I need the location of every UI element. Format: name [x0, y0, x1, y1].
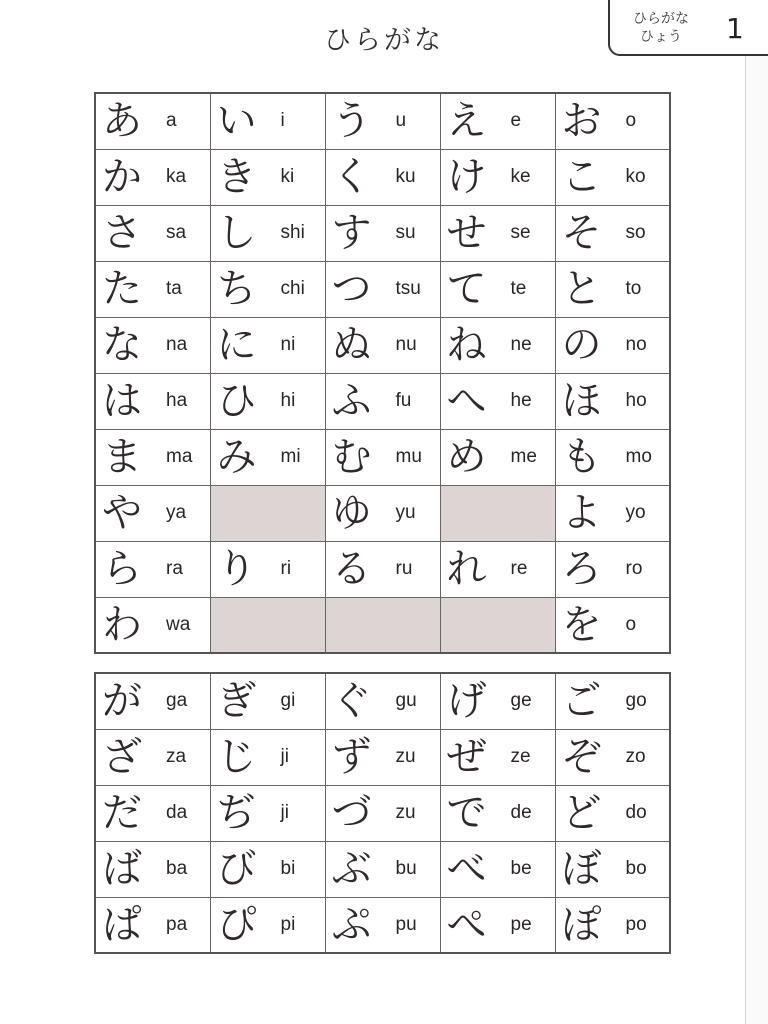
- romaji-label: ze: [510, 746, 531, 767]
- kana-character: ふ: [331, 378, 372, 424]
- romaji-label: o: [625, 613, 637, 635]
- kana-character: で: [446, 790, 487, 836]
- kana-cell: [95, 205, 210, 261]
- romaji-label: nu: [395, 334, 417, 355]
- kana-character: ね: [446, 322, 487, 368]
- table-row: [95, 729, 670, 785]
- kana-cell: [555, 149, 670, 205]
- chart-tab: [608, 0, 768, 56]
- kana-cell: [210, 373, 325, 429]
- kana-cell: [210, 261, 325, 317]
- kana-cell: [440, 205, 555, 261]
- kana-character: じ: [216, 734, 257, 780]
- empty-cell: [210, 597, 325, 653]
- kana-cell: [440, 729, 555, 785]
- romaji-label: ki: [280, 166, 295, 187]
- kana-character: む: [331, 434, 372, 480]
- romaji-label: be: [510, 858, 532, 879]
- kana-character: ざ: [102, 734, 142, 780]
- kana-cell: [325, 205, 440, 261]
- kana-character: お: [561, 98, 602, 145]
- kana-character: て: [446, 266, 487, 312]
- kana-character: ぬ: [331, 322, 372, 368]
- table-row: [95, 429, 670, 485]
- table-row: [95, 93, 670, 149]
- kana-cell: [440, 317, 555, 373]
- kana-character: ぽ: [561, 901, 602, 948]
- kana-character: ご: [561, 678, 602, 725]
- romaji-label: pa: [166, 913, 188, 935]
- romaji-label: shi: [280, 222, 305, 243]
- kana-character: ぶ: [331, 846, 372, 892]
- kana-cell: [210, 785, 325, 841]
- kana-character: か: [102, 154, 142, 200]
- romaji-label: ro: [625, 558, 643, 579]
- kana-character: え: [446, 98, 487, 145]
- romaji-label: ba: [166, 858, 188, 879]
- kana-character: つ: [331, 266, 372, 312]
- tab-label: [626, 10, 696, 46]
- kana-character: せ: [446, 210, 487, 256]
- romaji-label: do: [625, 802, 647, 823]
- kana-cell: [325, 729, 440, 785]
- kana-character: ゆ: [331, 490, 372, 536]
- kana-cell: [555, 205, 670, 261]
- kana-cell: [95, 897, 210, 953]
- kana-cell: [95, 485, 210, 541]
- kana-cell: [555, 841, 670, 897]
- romaji-label: ka: [166, 166, 187, 187]
- kana-cell: [555, 93, 670, 149]
- romaji-label: i: [280, 110, 285, 132]
- kana-character: ぷ: [331, 901, 372, 948]
- kana-cell: [95, 317, 210, 373]
- kana-cell: [555, 373, 670, 429]
- romaji-label: ne: [510, 334, 532, 355]
- kana-character: わ: [102, 601, 142, 648]
- kana-cell: [555, 429, 670, 485]
- kana-cell: [440, 93, 555, 149]
- page-title: ひらがな: [324, 25, 444, 56]
- kana-cell: [440, 673, 555, 729]
- kana-character: ば: [102, 846, 142, 892]
- romaji-label: su: [395, 222, 416, 243]
- romaji-label: ho: [625, 390, 647, 411]
- table-row: [95, 261, 670, 317]
- romaji-label: tsu: [395, 278, 421, 299]
- kana-cell: [325, 317, 440, 373]
- romaji-label: bi: [280, 858, 296, 879]
- kana-cell: [555, 317, 670, 373]
- romaji-label: zu: [395, 802, 416, 823]
- kana-character: ち: [216, 266, 257, 312]
- table-row: [95, 373, 670, 429]
- kana-cell: [210, 205, 325, 261]
- kana-cell: [440, 261, 555, 317]
- kana-character: ぐ: [331, 678, 372, 725]
- kana-character: ず: [331, 734, 372, 780]
- romaji-label: ha: [166, 390, 188, 411]
- romaji-label: e: [510, 110, 522, 132]
- romaji-label: ni: [280, 334, 296, 355]
- table-row: [95, 597, 670, 653]
- kana-character: ぞ: [561, 734, 602, 780]
- kana-cell: [325, 673, 440, 729]
- kana-character: と: [561, 266, 602, 312]
- kana-cell: [555, 785, 670, 841]
- kana-character: ぢ: [216, 790, 257, 836]
- kana-cell: [95, 597, 210, 653]
- kana-cell: [210, 729, 325, 785]
- basic-hiragana-table: [94, 92, 671, 654]
- kana-character: の: [561, 322, 602, 368]
- romaji-label: go: [625, 690, 647, 712]
- kana-character: ま: [102, 434, 142, 480]
- kana-character: な: [102, 322, 142, 368]
- kana-cell: [210, 897, 325, 953]
- table-row: [95, 897, 670, 953]
- romaji-label: te: [510, 278, 527, 299]
- tab-label-line1: ひらがな: [633, 11, 689, 27]
- table-row: [95, 485, 670, 541]
- kana-character: が: [102, 678, 142, 725]
- romaji-label: mu: [395, 446, 422, 467]
- kana-cell: [555, 597, 670, 653]
- romaji-label: se: [510, 222, 531, 243]
- romaji-label: zo: [625, 746, 646, 767]
- romaji-label: gi: [280, 690, 296, 712]
- kana-cell: [555, 897, 670, 953]
- kana-character: げ: [446, 678, 487, 725]
- kana-cell: [555, 261, 670, 317]
- kana-cell: [325, 373, 440, 429]
- romaji-label: re: [510, 558, 528, 579]
- kana-character: ほ: [561, 378, 602, 424]
- kana-cell: [440, 785, 555, 841]
- romaji-label: ji: [280, 746, 289, 767]
- romaji-label: yo: [625, 502, 646, 523]
- romaji-label: ma: [166, 446, 193, 467]
- kana-character: り: [216, 546, 257, 592]
- romaji-label: me: [510, 446, 537, 467]
- kana-cell: [325, 785, 440, 841]
- kana-cell: [555, 729, 670, 785]
- romaji-label: to: [625, 278, 642, 299]
- table-row: [95, 673, 670, 729]
- kana-character: し: [216, 210, 257, 256]
- romaji-label: u: [395, 110, 407, 132]
- table-row: [95, 317, 670, 373]
- romaji-label: ko: [625, 166, 646, 187]
- kana-cell: [440, 541, 555, 597]
- kana-character: う: [331, 98, 372, 145]
- voiced-hiragana-table: [94, 672, 671, 954]
- kana-cell: [325, 897, 440, 953]
- romaji-label: za: [166, 746, 187, 767]
- kana-character: へ: [446, 378, 487, 424]
- kana-cell: [325, 149, 440, 205]
- romaji-label: ya: [166, 502, 187, 523]
- romaji-label: so: [625, 222, 646, 243]
- romaji-label: da: [166, 802, 188, 823]
- kana-character: づ: [331, 790, 372, 836]
- romaji-label: ga: [166, 690, 188, 712]
- kana-cell: [210, 841, 325, 897]
- romaji-label: ri: [280, 558, 292, 579]
- kana-cell: [325, 485, 440, 541]
- kana-cell: [555, 541, 670, 597]
- kana-character: ぴ: [216, 901, 257, 948]
- romaji-label: ta: [166, 278, 182, 299]
- kana-cell: [95, 673, 210, 729]
- kana-character: ら: [102, 546, 142, 592]
- romaji-label: no: [625, 334, 647, 355]
- kana-cell: [440, 149, 555, 205]
- kana-character: ぺ: [446, 901, 487, 948]
- kana-cell: [95, 429, 210, 485]
- romaji-label: a: [166, 110, 177, 132]
- romaji-label: pu: [395, 913, 417, 935]
- romaji-label: yu: [395, 502, 416, 523]
- romaji-label: o: [625, 110, 637, 132]
- page-edge: [745, 0, 768, 1024]
- kana-cell: [95, 261, 210, 317]
- kana-character: く: [331, 154, 372, 200]
- kana-character: だ: [102, 790, 142, 836]
- kana-character: ど: [561, 790, 602, 836]
- kana-character: き: [216, 154, 257, 200]
- romaji-label: ji: [280, 802, 289, 823]
- tab-number: 1: [726, 12, 744, 45]
- kana-character: け: [446, 154, 487, 200]
- kana-cell: [440, 841, 555, 897]
- romaji-label: wa: [166, 613, 191, 635]
- romaji-label: gu: [395, 690, 417, 712]
- kana-character: に: [216, 322, 257, 368]
- kana-cell: [95, 785, 210, 841]
- kana-cell: [210, 93, 325, 149]
- kana-character: い: [216, 98, 257, 145]
- kana-cell: [210, 673, 325, 729]
- kana-cell: [440, 897, 555, 953]
- kana-character: ぼ: [561, 846, 602, 892]
- kana-cell: [95, 149, 210, 205]
- romaji-label: fu: [395, 390, 412, 411]
- romaji-label: pi: [280, 913, 296, 935]
- kana-character: ぱ: [102, 901, 142, 948]
- kana-cell: [95, 93, 210, 149]
- kana-character: は: [102, 378, 142, 424]
- kana-character: れ: [446, 546, 487, 592]
- kana-character: も: [561, 434, 602, 480]
- kana-cell: [555, 485, 670, 541]
- kana-character: ぎ: [216, 678, 257, 725]
- kana-cell: [210, 149, 325, 205]
- empty-cell: [210, 485, 325, 541]
- romaji-label: ku: [395, 166, 416, 187]
- kana-cell: [325, 261, 440, 317]
- kana-cell: [325, 841, 440, 897]
- kana-cell: [440, 373, 555, 429]
- romaji-label: mo: [625, 446, 652, 467]
- kana-character: そ: [561, 210, 602, 256]
- kana-cell: [95, 373, 210, 429]
- kana-character: び: [216, 846, 257, 892]
- kana-character: を: [561, 601, 602, 648]
- romaji-label: mi: [280, 446, 301, 467]
- kana-character: よ: [561, 490, 602, 536]
- kana-cell: [325, 93, 440, 149]
- kana-character: す: [331, 210, 372, 256]
- kana-character: こ: [561, 154, 602, 200]
- kana-character: る: [331, 546, 372, 592]
- table-row: [95, 205, 670, 261]
- romaji-label: chi: [280, 278, 305, 299]
- romaji-label: zu: [395, 746, 416, 767]
- kana-character: ろ: [561, 546, 602, 592]
- table-row: [95, 541, 670, 597]
- romaji-label: hi: [280, 390, 296, 411]
- empty-cell: [440, 485, 555, 541]
- kana-cell: [210, 541, 325, 597]
- table-row: [95, 785, 670, 841]
- romaji-label: na: [166, 334, 188, 355]
- kana-character: べ: [446, 846, 487, 892]
- kana-cell: [325, 429, 440, 485]
- kana-cell: [210, 429, 325, 485]
- empty-cell: [325, 597, 440, 653]
- romaji-label: ke: [510, 166, 531, 187]
- romaji-label: he: [510, 390, 532, 411]
- kana-character: ぜ: [446, 734, 487, 780]
- kana-character: た: [102, 266, 142, 312]
- kana-cell: [555, 673, 670, 729]
- romaji-label: ru: [395, 558, 413, 579]
- romaji-label: bo: [625, 858, 647, 879]
- table-row: [95, 841, 670, 897]
- romaji-label: ge: [510, 690, 532, 712]
- romaji-label: pe: [510, 913, 532, 935]
- romaji-label: sa: [166, 222, 187, 243]
- romaji-label: po: [625, 913, 647, 935]
- kana-cell: [210, 317, 325, 373]
- kana-cell: [325, 541, 440, 597]
- kana-character: や: [102, 490, 142, 536]
- kana-character: さ: [102, 210, 142, 256]
- kana-cell: [95, 541, 210, 597]
- kana-character: あ: [102, 98, 142, 145]
- romaji-label: de: [510, 802, 532, 823]
- tab-label-line2: ひょう: [640, 29, 682, 45]
- kana-cell: [440, 429, 555, 485]
- kana-character: み: [216, 434, 257, 480]
- table-row: [95, 149, 670, 205]
- kana-cell: [95, 729, 210, 785]
- kana-character: ひ: [216, 378, 257, 424]
- romaji-label: ra: [166, 558, 183, 579]
- kana-character: め: [446, 434, 487, 480]
- kana-cell: [95, 841, 210, 897]
- romaji-label: bu: [395, 858, 417, 879]
- empty-cell: [440, 597, 555, 653]
